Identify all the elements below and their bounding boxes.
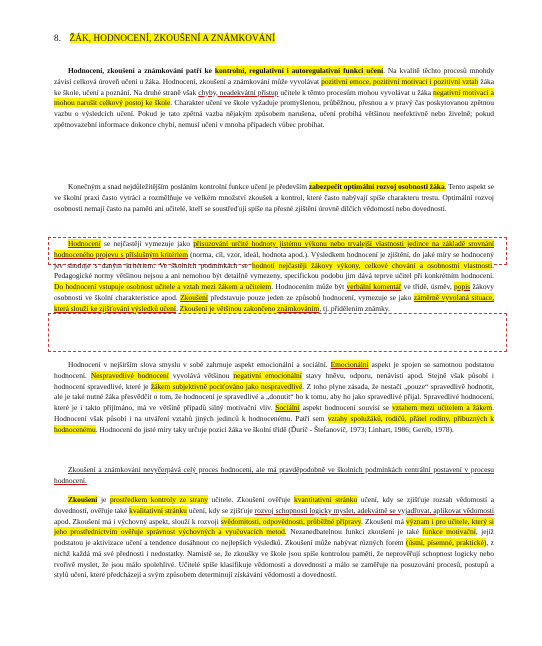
text-segment: Hodnocení, zkoušení a známkování patří ke [68,66,215,75]
text-segment: chyby, neadekvátní přístup [198,87,279,97]
text-segment: přisuzování určité hodnoty jistému výkonu nebo trvalejší vlastnosti jedince na základě srovnání hodnoceného projevu s příslušným kritériem [54,239,494,259]
text-segment: Nespravedlivé hodnocení [90,370,169,380]
text-segment: Hodnocení v nejširším slova smyslu v sobě zahrnuje aspekt emocionální a sociální. [68,360,331,369]
text-segment: . Nezanedbatelnou funkcí zkoušení je také [284,527,423,537]
text-segment: zabezpečit optimální rozvoj osobnosti žáka [308,182,445,191]
text-segment: (ústní, písemné, praktické) [405,538,487,547]
text-segment: vztahy spolužáků, rodičů, přátel rodiny, příbuzných k hodnocenému [54,413,494,434]
text-segment: žákovy osobnosti ve školní charakteristice apod. [54,282,494,302]
paragraph-personality-development [54,182,494,232]
text-segment: Zkoušení a známkování nevyčerpává celý proces hodnocení, ale má pravděpodobně ve školních podmínkách centrální postavení v procesu hodnocení. [54,465,494,485]
text-segment: učení, kdy se zjišťuje [186,505,255,515]
text-segment: negativní motivaci a mohou narušit celkový postoj ke škole [54,87,494,108]
text-segment: funkce motivační [422,527,476,537]
text-segment: Sociální [275,403,300,412]
text-segment: apod. Zkoušení má i výchovný aspekt, slouží k rozvoji [54,516,221,526]
text-segment: Zkoušení je většinou zakončeno [179,303,278,313]
text-segment: Emocionální [330,360,369,369]
text-segment: Konečným a snad nejdůležitějším posláním kontrolní funkce učení je především [68,182,309,191]
text-segment: svědomitosti, odpovědnosti, průběžné přípravy [220,516,362,526]
text-segment: ve třídě, úsměv, [401,282,455,291]
paragraph-assessment-intro [54,66,494,182]
text-segment: . [175,303,180,313]
text-segment: rozvoj schopnosti logicky myslet, adekvátně se vyjadřovat, aplikovat vědomosti [254,505,494,515]
text-segment: , jejíž podstatou je aktivizace učení a tendence dosáhnout co nejlepších výsledků. Zkoušení může nabývat různých forem [54,527,494,547]
text-segment: . Hodnocení do jisté míry taky určuje pozici žáka ve školní třídě (Ďurič - Štefanovič, 1973; Linhart, 1986; Geréb, 1978). [95,424,454,434]
text-segment: . Z toho plyne zásada, že nestačí „pouze“ spravedlivě hodnotit, ale je také nutné žáka přesvědčit o tom, že hodnocení je spravedlivé a „donutit“ ho k tomu, aby ho jako spravedlivé přijal. Spravedlivé hodnocení, které je i takto přijímáno, má ve většině případů silný motivační vliv. [54,381,495,412]
text-segment: . Tento aspekt se ve školní praxi často vytrácí a rozmělňuje ve velkém množství zkoušek a kontrol, které často nabývají spíše charakteru trestu. Optimální rozvoj osobnosti nemají často na paměti ani učitelé, kteří se soustřeďují spíše na přesné zjištění úrovně dílčích vědomostí nebo dovedností. [54,182,495,213]
text-segment: vyvolává většinou [168,370,234,380]
text-segment: verbální komentář [346,282,402,291]
text-segment: . Zkoušení má [361,516,406,526]
text-segment: (norma, cíl, vzor, ideál, hodnota apod.). Výsledkem hodnocení je zjištění, do jaké míry se hodnocený jev shoduje s daným kritériem. Ve školních podmínkách se [54,249,494,270]
text-segment: představuje pouze jeden ze způsobů hodnocení, vymezuje se jako [207,292,414,302]
paragraph-assessment-definition [54,239,494,351]
text-segment: Hodnocení [68,239,101,248]
text-segment: učení, kdy se zjišťuje rozsah vědomostí a dovedností, ověřuje také [54,495,494,515]
text-segment: prostředkem kontroly ze strany [109,495,208,504]
text-segment: . Pedagogické normy většinou nejsou a ani nemohou být detailně vymezeny, specifickou podobu jim dává teprve učitel při konkrétním hodnocení. [54,260,494,281]
text-segment: . Hodnocením může být [271,282,347,291]
text-segment: . Na kvalitě těchto procesů mnohdy závisí celková úroveň učení u žáka. Hodnocení, zkoušení a známkování může vyvolávat [54,66,494,86]
text-segment: aspekt je spojen se samotnou podstatou hodnocení. [54,360,494,380]
paragraph-emotional-social-aspect [54,360,494,456]
text-segment: , tj. přidělením známky. [319,303,390,313]
text-segment: Zkoušení [180,292,208,302]
section-number: 8. [54,33,62,43]
text-segment: kvalitativní stránku [129,505,187,515]
text-segment: záměrně vyvolaná situace, která slouží ke zjišťování výsledků učení [54,292,494,313]
text-segment: žáka ke škole, učení a poznání. Na druhé straně však [54,76,495,97]
text-segment: aspekt hodnocení souvisí se [299,403,393,412]
text-segment: kontrolní, regulativní i autoregulativní funkci učení [214,66,384,75]
section-heading [54,33,275,43]
text-segment: známkováním [277,303,320,313]
text-segment: učitele. Zkoušení ověřuje [207,495,295,504]
text-segment: stavy hněvu, odporu, nenávisti apod. Stejně však působí i hodnocení spravedlivé, které je [54,370,494,391]
text-segment: popis [454,282,471,291]
paragraph-central-position [54,465,494,487]
text-segment: . Charakter učení ve škole vyžaduje promyšlenou, průběžnou, přesnou a v pravý čas poskytovanou zpětnou vazbu o výsledcích učení. Pokud je tato zpětná vazba nějakým způsobem narušena, učení probíhá většinou neefektivně nebo živelně; pokud zpětnovazební informace dokonce chybí, nemusí učení v mnoha případech vůbec probíhat. [54,98,494,129]
text-segment: . Hodnocení však působí i na utváření vztahů jiných jedinců k hodnocenému. Patří sem [54,403,494,423]
text-segment: negativní emocionální [233,370,302,380]
text-segment: žákem subjektivně pociťováno jako nespravedlivé [150,381,303,391]
section-title: ŽÁK, HODNOCENÍ, ZKOUŠENÍ A ZNÁMKOVÁNÍ [69,33,276,43]
text-segment: hodnotí nejčastěji žákovy výkony, celkové chování a osobnostní vlastnosti [252,260,493,270]
paragraph-examination [54,495,494,643]
text-segment: se nejčastěji vymezuje jako [100,239,194,248]
text-segment: kvantitativní stránku [294,495,358,504]
text-segment: je [97,495,110,504]
text-segment: Do hodnocení vstupuje osobnost učitele a vztah mezi žákem a učitelem [54,282,272,291]
text-segment: pozitivní emoce, pozitivní motivaci i pozitivní vztah [321,76,479,86]
text-segment: Zkoušení [68,495,98,504]
text-segment: , z nichž každá má své přednosti i nedostatky. Namístě se, že zkoušky ve škole jsou spíše kontrolou paměti, že neprověřují schopnost logicky nebo tvořivě myslet, že jsou málo spolehlivé. Učitelé spíše klasifikuje vědomosti a dovednosti a málo se zaměřuje na posuzování procesů, postupů a stylů učení, které předcházejí a svým způsobem determinují získávání vědomostí a dovedností. [54,538,494,580]
text-segment: význam i pro učitele, který si jeho prostřednictvím ověřuje správnost výchovných a vyučovacích metod [54,516,495,537]
text-segment: učitele k těmto procesům mohou vyvolávat u žáka [278,87,433,97]
text-segment: vztahem mezi učitelem a žákem [392,403,493,412]
